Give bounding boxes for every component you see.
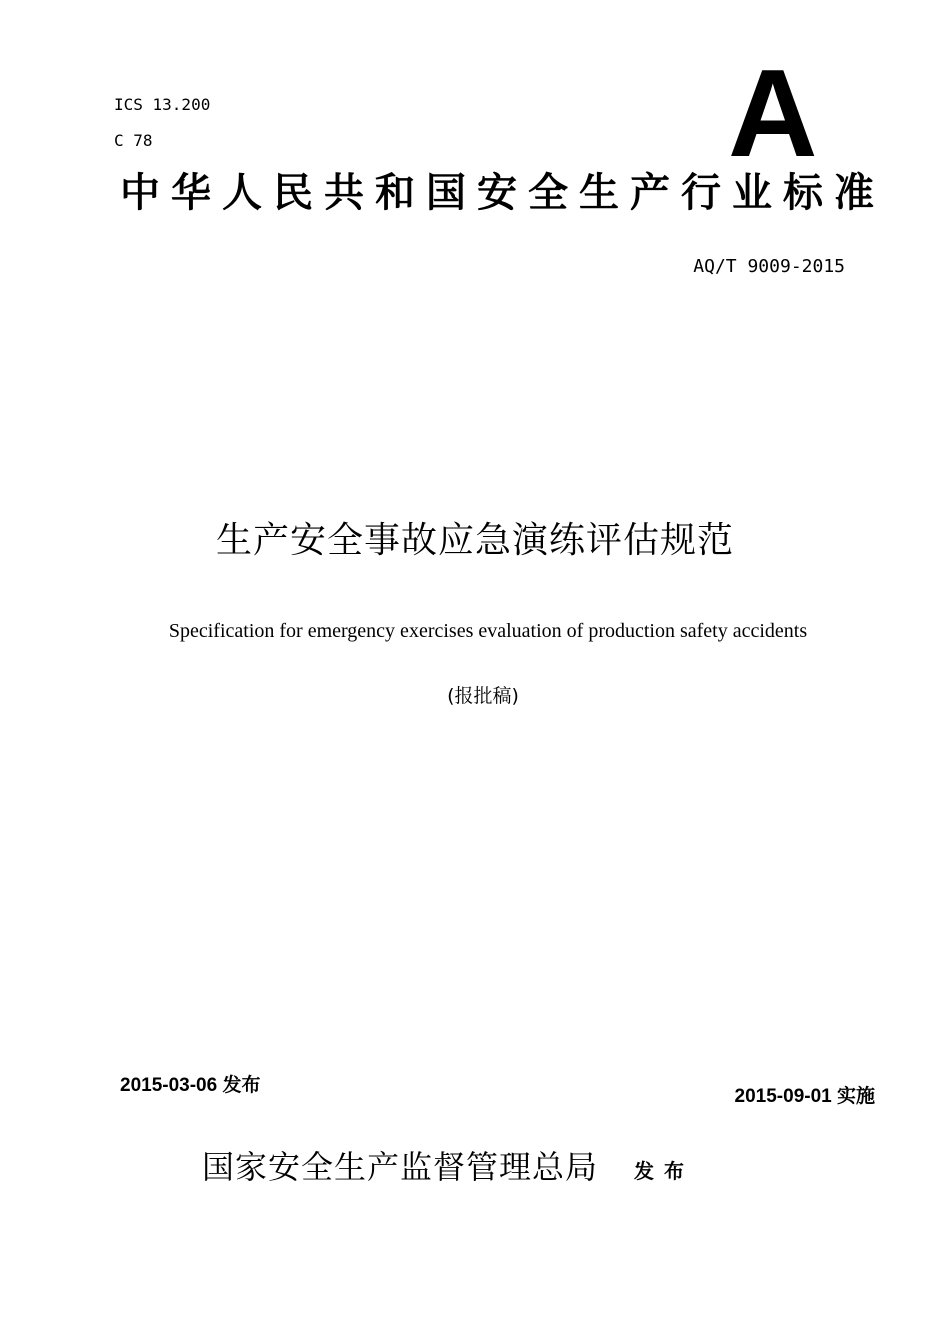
- draft-note: (报批稿): [447, 685, 519, 707]
- issuing-authority: 国家安全生产监督管理总局: [202, 1148, 599, 1186]
- release-date: 2015-03-06 发布: [120, 1075, 261, 1096]
- category-letter: A: [728, 45, 818, 183]
- document-title: 生产安全事故应急演练评估规范: [215, 520, 734, 561]
- publish-label: 发布: [634, 1159, 695, 1183]
- ics-code: ICS 13.200: [114, 95, 211, 114]
- ccs-code: C 78: [114, 131, 153, 150]
- document-title-english: Specification for emergency exercises evaluation of production safety accidents: [168, 620, 808, 642]
- standard-type-title: 中华人民共和国安全生产行业标准: [120, 170, 885, 216]
- implementation-date: 2015-09-01 实施: [734, 1086, 875, 1107]
- issuing-authority-row: [202, 1145, 694, 1193]
- standard-number: AQ/T 9009-2015: [693, 256, 845, 277]
